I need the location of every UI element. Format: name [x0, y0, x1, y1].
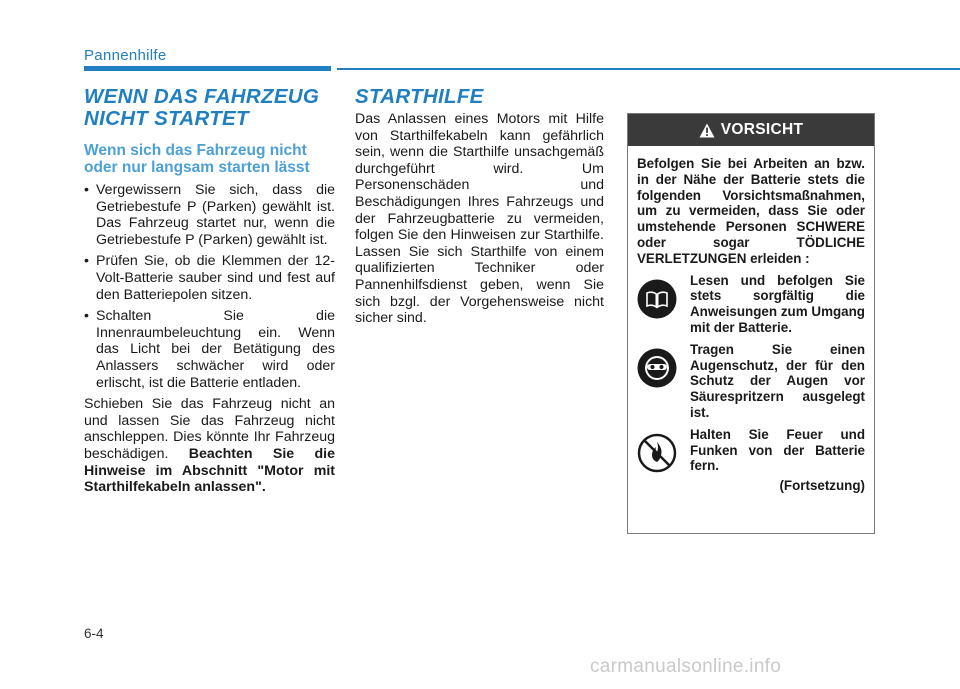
subheading-line2: oder nur langsam starten lässt [84, 159, 310, 176]
caution-box [627, 113, 875, 534]
main-heading-line1: WENN DAS FAHRZEUG [84, 85, 320, 108]
page-number: 6-4 [84, 626, 104, 641]
warning-triangle-icon [699, 123, 715, 138]
subheading-line1: Wenn sich das Fahrzeug nicht [84, 142, 307, 159]
caution-title: VORSICHT [720, 121, 804, 138]
continued-label: (Fortsetzung) [779, 478, 865, 494]
caution-intro: Befolgen Sie bei Arbeiten an bzw. in der Nähe der Batterie stets die folgenden Vorsichtsmaßnahmen, um zu vermeiden, dass Sie oder umstehende Personen SCHWERE oder sogar TÖDLICHE VERLETZUNGEN erleiden : [637, 156, 865, 266]
caution-item [637, 342, 865, 421]
caution-item-text: Lesen und befolgen Sie stets sorgfältig die Anweisungen zum Umgang mit der Batterie. [690, 272, 865, 335]
bullet-item: • Vergewissern Sie sich, dass die Getriebestufe P (Parken) gewählt ist. Das Fahrzeug startet nur, wenn die Getriebestufe P (Parken) gewählt ist. [84, 182, 335, 248]
main-heading [84, 86, 335, 130]
warning-paragraph [84, 396, 335, 496]
bullet-item: • Prüfen Sie, ob die Klemmen der 12-Volt-Batterie sauber sind und fest auf den Batteriepolen sitzen. [84, 253, 335, 303]
caution-body [628, 146, 874, 494]
middle-column [355, 86, 604, 327]
main-heading-line2: NICHT STARTET [84, 107, 249, 130]
starthilfe-paragraph: Das Anlassen eines Motors mit Hilfe von Starthilfekabeln kann gefährlich sein, wenn die Starthilfe unsachgemäß durchgeführt wird. Um Personenschäden und Beschädigungen Ihres Fahrzeugs und der Fahrzeugbatterie zu vermeiden, folgen Sie den Hinweisen zur Starthilfe. Lassen Sie sich Starthilfe von einem qualifizierten Techniker oder Pannenhilfsdienst geben, wenn Sie sich bzgl. der Vorgehensweise nicht sicher sind. [355, 111, 604, 327]
bullet-item: • Schalten Sie die Innenraumbeleuchtung ein. Wenn das Licht bei der Betätigung des Anlassers schwächer wird oder erlischt, ist die Batterie entladen. [84, 308, 335, 391]
caution-item [637, 427, 865, 474]
eye-protection-icon [637, 348, 677, 388]
caution-header [628, 114, 874, 146]
section-header: Pannenhilfe [84, 47, 167, 64]
no-fire-icon [637, 433, 677, 473]
caution-item-text: Halten Sie Feuer und Funken von der Batterie fern. [690, 426, 865, 474]
paragraph-normal-text: Schieben Sie das Fahrzeug nicht an und lassen Sie das Fahrzeug nicht anschleppen. Dies könnte Ihr Fahrzeug beschädigen. [84, 396, 335, 462]
subheading [84, 142, 335, 176]
caution-item [637, 273, 865, 336]
watermark: carmanualsonline.info [590, 656, 782, 677]
caution-item-text: Tragen Sie einen Augenschutz, der für den Schutz der Augen vor Säurespritzern ausgelegt ist. [690, 341, 865, 420]
paragraph-bold-reference: Beachten Sie die Hinweise im Abschnitt "Motor mit Starthilfekabeln anlassen". [84, 445, 335, 496]
header-rule-thin [337, 68, 960, 70]
starthilfe-heading: STARTHILFE [355, 85, 484, 108]
left-column [84, 86, 335, 496]
manual-book-icon [637, 279, 677, 319]
header-rule-thick [84, 66, 331, 71]
bullet-list [84, 182, 335, 391]
